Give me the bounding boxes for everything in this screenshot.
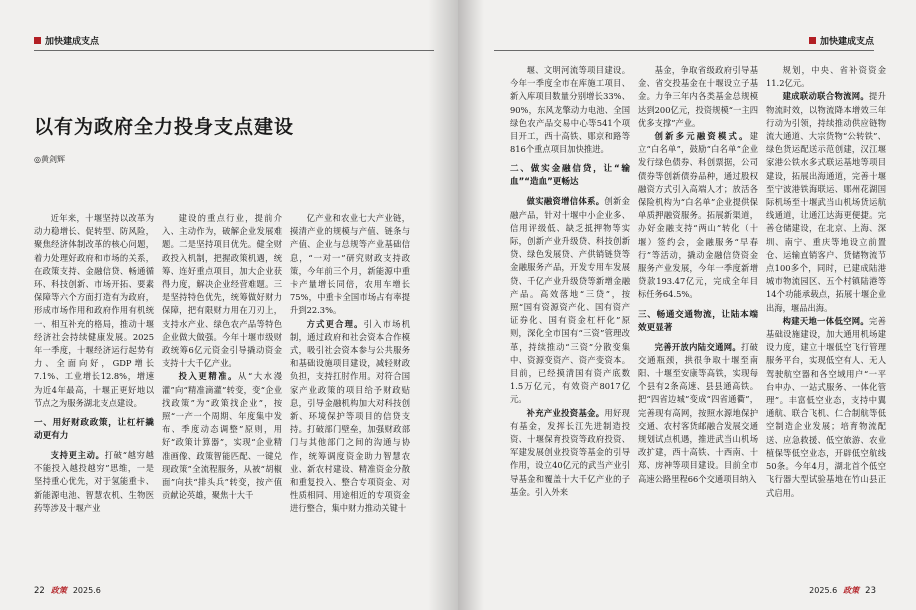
keyword: 做实融资增信体系。 [526, 196, 605, 207]
paragraph: 投入更精准。从“大水漫灌”向“精准滴灌”转变，变“企业找政策”为“政策找企业”，按照“一产一个周期、年度集中发布、季度动态调整”原则，用好“政策计算器”，实现“企业精准画像、政策智能匹配、一键兑现政策”全流程服务，从被“胡椒面”向扶“排头兵”转变，按产值贡献论英雄，聚焦十大千 [162, 371, 282, 501]
paragraph: 构建天地一体低空网。完善基础设施建设，加大通用机场建设力度，建立十堰低空飞行管理服务平台，实现低空有人、无人驾驶航空器和各空域用户“一平台申办、一站式服务、一体化管理”。丰富低空业态，支持中翼通航、联合飞机、仁合制航等低空制造企业发展；培育物流配送、应急救援、低空旅游、农业植保等低空业态，开辟低空航线50条。今年4月，湖北首个低空飞行器大型试验基地在竹山县正式启用。 [766, 315, 886, 498]
column-2 [162, 212, 282, 574]
paragraph: 完善开放内陆交通网。打破交通瓶颈，拱很争取十堰至南阳、十堰至安康等高铁，实现每个县有2条高速、县县通高铁。把“四省边城”变成“四省通衢”，完善现有高网，按照水源地保护交通、农村客货邮融合发展交通规划试点机遇，推进武当山机场改扩建，西十高铁、十西南、十郑、房神等项目建设。目前全市高速公路里程66个交通项目纳入 [638, 341, 758, 484]
paragraph: 基金，争取省级政府引导基金、省交投基金在十堰设立子基金。力争三年内各类基金总规模达到200亿元，投资规模“一主四优多支撑”产业。 [638, 65, 758, 128]
paragraph: 支持更主动。打破“越穷越不能投入越投越穷”思维，一是坚持重心优先，对于氢能重卡、新能源电池、智慧农机、生物医药等涉及十堰产业 [34, 450, 154, 513]
paragraph: 堰、文明河流等项目建设。今年一季度全市在库施工项目、新入库项目数量分别增长33%、90%，东风龙擎动力电池、全国绿色农产品交易中心等541个项目开工，西十高铁、郧京和路等816个重点项目加快推进。 [510, 65, 630, 155]
paragraph: 建设的重点行业，提前介入、主动作为，破解企业发展难题。二是坚持项目优先。健全财政投入机制，把握政策机遇，统筹、连好重点项目，加大企业获得力度，解决企业经营难题。三是坚持特色优先，统筹做好财力保障，把有限财力用在刀刃上，支持水产业、绿色农产品等特色企业做大做强。今年十堰市级财政统筹6亿元资金引导撬动资金支持十大千亿产业。 [162, 213, 282, 369]
keyword: 投入更精准。 [178, 371, 239, 382]
subheading-1: 一、用好财政政策，让杠杆撬动更有力 [34, 418, 154, 442]
paragraph: 补充产业投资基金。用好现有基金，发挥长江先进制造投资、十堰保育投资等政府投资、军建发展创业投资等基金的引导作用，设立40亿元的武当产业引导基金和覆盖十大千亿产业的子基金。引入外来 [510, 407, 630, 497]
magazine-name: 政策 [843, 585, 860, 595]
subheading-2: 二、做实金融信贷，让“输血”“造血”更畅达 [510, 164, 630, 188]
paragraph: 创新多元融资模式。建立“白名单”，鼓励“白名单”企业发行绿色债券、科创票据，公司债券等创新债券品种，通过股权融资方式引入高端人才；放活各保险机构为“白名单”企业提供保单质押融资服务。拓展新渠道，办好金融支持“两山”转化（十堰）签约会，金融服务“早春行”等活动，撬动金融信贷资金服务产业发展，今年一季度新增贷款193.47亿元，完成全年目标任务64.5%。 [638, 131, 758, 300]
paragraph: 近年来，十堰坚持以改革为动力稳增长、促转型、防风险，聚焦经济体制改革的核心问题，着力处理好政府和市场的关系，在政策支持、金融信贷、畅通循环、科技创新、市场开拓、要素保障等六个方面打造有为政府，形成市场作用和政府作用有机统一、相互补充的格局，推动十堰经济社会持续健康发展。2025年一季度，十堰经济运行起势有力、全面向好，GDP增长7.1%、工业增长12.8%，增速为近4年最高，十堰正更好地以节点之为服务湖北支点建设。 [34, 213, 154, 408]
page-number: 22 [34, 585, 45, 596]
column-6 [766, 64, 886, 574]
section-tag-left [34, 34, 99, 47]
paragraph: 亿产业和农业七大产业链，摸清产业的规模与产值、链条与产值、企业与总规等产业基础信息，“一对一”研究财政支持政策，今年前三个月，新能源中重卡产量增长同倍，农用车增长75%，中重卡全国市场占有率提升到22.3%。 [290, 213, 410, 316]
keyword: 补充产业投资基金。 [526, 407, 605, 418]
magazine-name: 政策 [50, 585, 67, 595]
page-number: 23 [865, 585, 876, 596]
paragraph: 建成联动联合物流网。提升物流时效，以物流降本增效三年行动为引领，持续推动供应链物流大通道、大宗货物“公转铁”、绿色货运配送示范创建，汉江堰家港公铁水多式联运基地等项目建设，拓展出海通道，完善十堰至宁波港铁海联运、郧州花湖国际机场至十堰武当山机场货运航线通道，让通江达海更便捷。完善仓储建设，在北京、上海、深圳、南宁、重庆等地设立前置仓、运输直销客户、货储物流节点100多个，同时，已建成陆港城市物流园区、五个村镇陆港等14个功能承载点，拓展十堰企业出海，堰品出海。 [766, 91, 886, 313]
subheading-3: 三、畅通交通物流，让陆本端效更显著 [638, 309, 758, 333]
keyword: 方式更合理。 [306, 318, 364, 329]
keyword: 构建天地一体低空网。 [782, 315, 870, 326]
header-rule [494, 50, 874, 51]
column-1 [34, 212, 154, 574]
header-rule [34, 50, 434, 51]
paragraph: 规划，中央、省补资资金11.2亿元。 [766, 65, 886, 89]
article-headline: 以有为政府全力投身支点建设 [34, 116, 295, 138]
keyword: 完善开放内陆交通网。 [654, 341, 742, 352]
column-5 [638, 64, 758, 574]
keyword: 创新多元融资模式。 [654, 131, 750, 142]
paragraph: 方式更合理。引入市场机制，通过政府和社会资本合作模式，吸引社会资本参与公共服务和基础设施项目建设，减轻财政负担，支持扛肘作用。对符合国家产业政策的项目给予财政贴息，引导金融机构加大对科技创新、环境保护等项目的信贷支持。打破部门壁垒，加强财政部门与其他部门之间的沟通与协作，统筹调度资金助力智慧农业、新农村建设、精准资金分散和重复投入、整合专项资金、对性质相同、用途相近的专项资金进行整合，集中财力推动关键十 [290, 318, 410, 514]
issue-date: 2025.6 [809, 586, 838, 595]
keyword: 建成联动联合物流网。 [782, 91, 870, 102]
section-marker-icon [34, 37, 41, 44]
section-tag-right [809, 34, 874, 47]
issue-date: 2025.6 [72, 586, 101, 595]
section-tag-label: 加快建成支点 [45, 37, 100, 47]
column-4 [510, 64, 630, 574]
byline: ◎黄剑辉 [34, 155, 65, 164]
keyword: 支持更主动。 [50, 450, 105, 461]
section-tag-label: 加快建成支点 [819, 37, 874, 47]
section-marker-icon [809, 37, 816, 44]
right-page [458, 0, 916, 610]
paragraph: 做实融资增信体系。创新金融产品，针对十堰中小企业多、信用评级低、缺乏抵押物等实际，创新产业升级贷、科技创新贷、绿色发展贷、产供销链贷等金融服务产品，开发专用车发展贷、千亿产业升级贷等新增金融产品。高效落地“三贷”，按照“国有资源资产化、国有资产证券化、国有资金杠杆化”原则，深化全市国有“三资”管理改革，持续推动“三资”分散变集中、资源变资产、资产变资本。目前，已经摸清国有资产底数1.5万亿元，有效资产8017亿元。 [510, 196, 630, 405]
footer-left [34, 585, 101, 596]
column-3 [290, 212, 410, 574]
footer-right [809, 585, 876, 596]
